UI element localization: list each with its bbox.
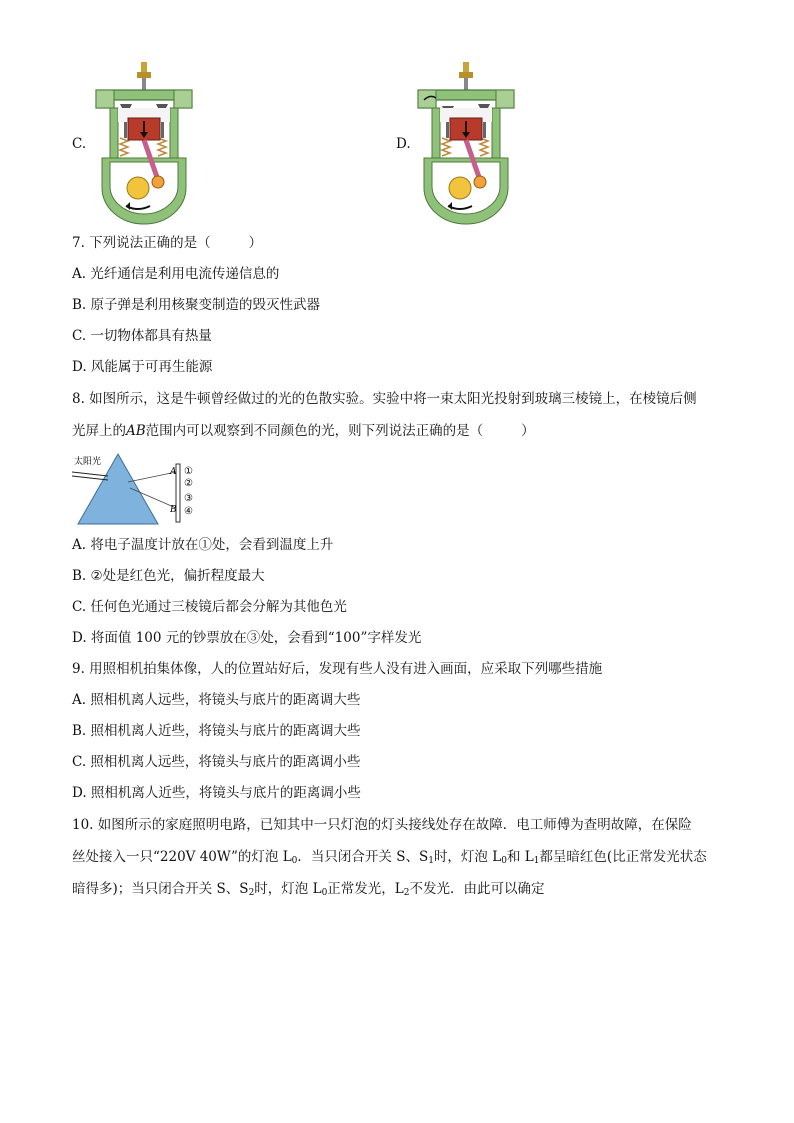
mark-3: ③	[184, 493, 193, 504]
q8-stem-line2: 光屏上的AB范围内可以观察到不同颜色的光，则下列说法正确的是（ ）	[72, 423, 535, 439]
q9-option-c: C. 照相机离人远些，将镜头与底片的距离调小些	[72, 754, 361, 770]
sunlight-ray	[72, 472, 108, 476]
q9-option-a: A. 照相机离人远些，将镜头与底片的距离调大些	[72, 692, 361, 708]
q7-stem: 7. 下列说法正确的是（ ）	[72, 235, 263, 251]
q8-option-c: C. 任何色光通过三棱镜后都会分解为其他色光	[72, 599, 347, 615]
figure-d-label: D.	[396, 136, 411, 152]
mark-1: ①	[184, 466, 193, 477]
q10-stem-line2: 丝处接入一只“220V 40W”的灯泡 $L_0$．当只闭合开关 S、$S_1$时，灯泡 $L_0$和 $L_1$都呈暗红色(比正常发光状态	[72, 849, 707, 866]
q9-option-b: B. 照相机离人近些，将镜头与底片的距离调大些	[72, 723, 361, 739]
q8-option-b: B. ②处是红色光，偏折程度最大	[72, 568, 265, 584]
dispersed-ray-top	[128, 472, 176, 482]
q10-stem-line3: 暗得多)；当只闭合开关 S、$S_2$时，灯泡 $L_0$正常发光，$L_2$不发光．由此可以确定	[72, 881, 545, 898]
q7-option-c: C. 一切物体都具有热量	[72, 328, 212, 344]
q7-option-d: D. 风能属于可再生能源	[72, 359, 213, 375]
q8-option-d: D. 将面值 100 元的钞票放在③处，会看到“100”字样发光	[72, 630, 422, 646]
sunlight-label: 太阳光	[74, 457, 102, 467]
mark-4: ④	[184, 506, 193, 517]
engine-diagram-d	[414, 60, 524, 225]
q8-stem-line1: 8. 如图所示，这是牛顿曾经做过的光的色散实验。实验中将一束太阳光投射到玻璃三棱镜上，在棱镜后侧	[72, 391, 697, 407]
q7-option-a: A. 光纤通信是利用电流传递信息的	[72, 266, 280, 282]
mark-2: ②	[184, 478, 193, 489]
q8-option-a: A. 将电子温度计放在①处，会看到温度上升	[72, 537, 334, 553]
prism-dispersion-diagram	[72, 452, 212, 528]
q9-stem: 9. 用照相机拍集体像，人的位置站好后，发现有些人没有进入画面，应采取下列哪些措施	[72, 661, 603, 677]
engine-diagram-c	[92, 60, 202, 225]
q7-option-b: B. 原子弹是利用核聚变制造的毁灭性武器	[72, 297, 321, 313]
q9-option-d: D. 照相机离人近些，将镜头与底片的距离调小些	[72, 785, 361, 801]
q10-stem-line1: 10. 如图所示的家庭照明电路，已知其中一只灯泡的灯头接线处存在故障．电工师傅为查明故障，在保险	[72, 817, 692, 833]
point-b-label: B	[170, 505, 177, 515]
figure-c-label: C.	[72, 136, 87, 152]
point-a-label: A	[170, 467, 177, 477]
crankshaft	[127, 177, 149, 199]
